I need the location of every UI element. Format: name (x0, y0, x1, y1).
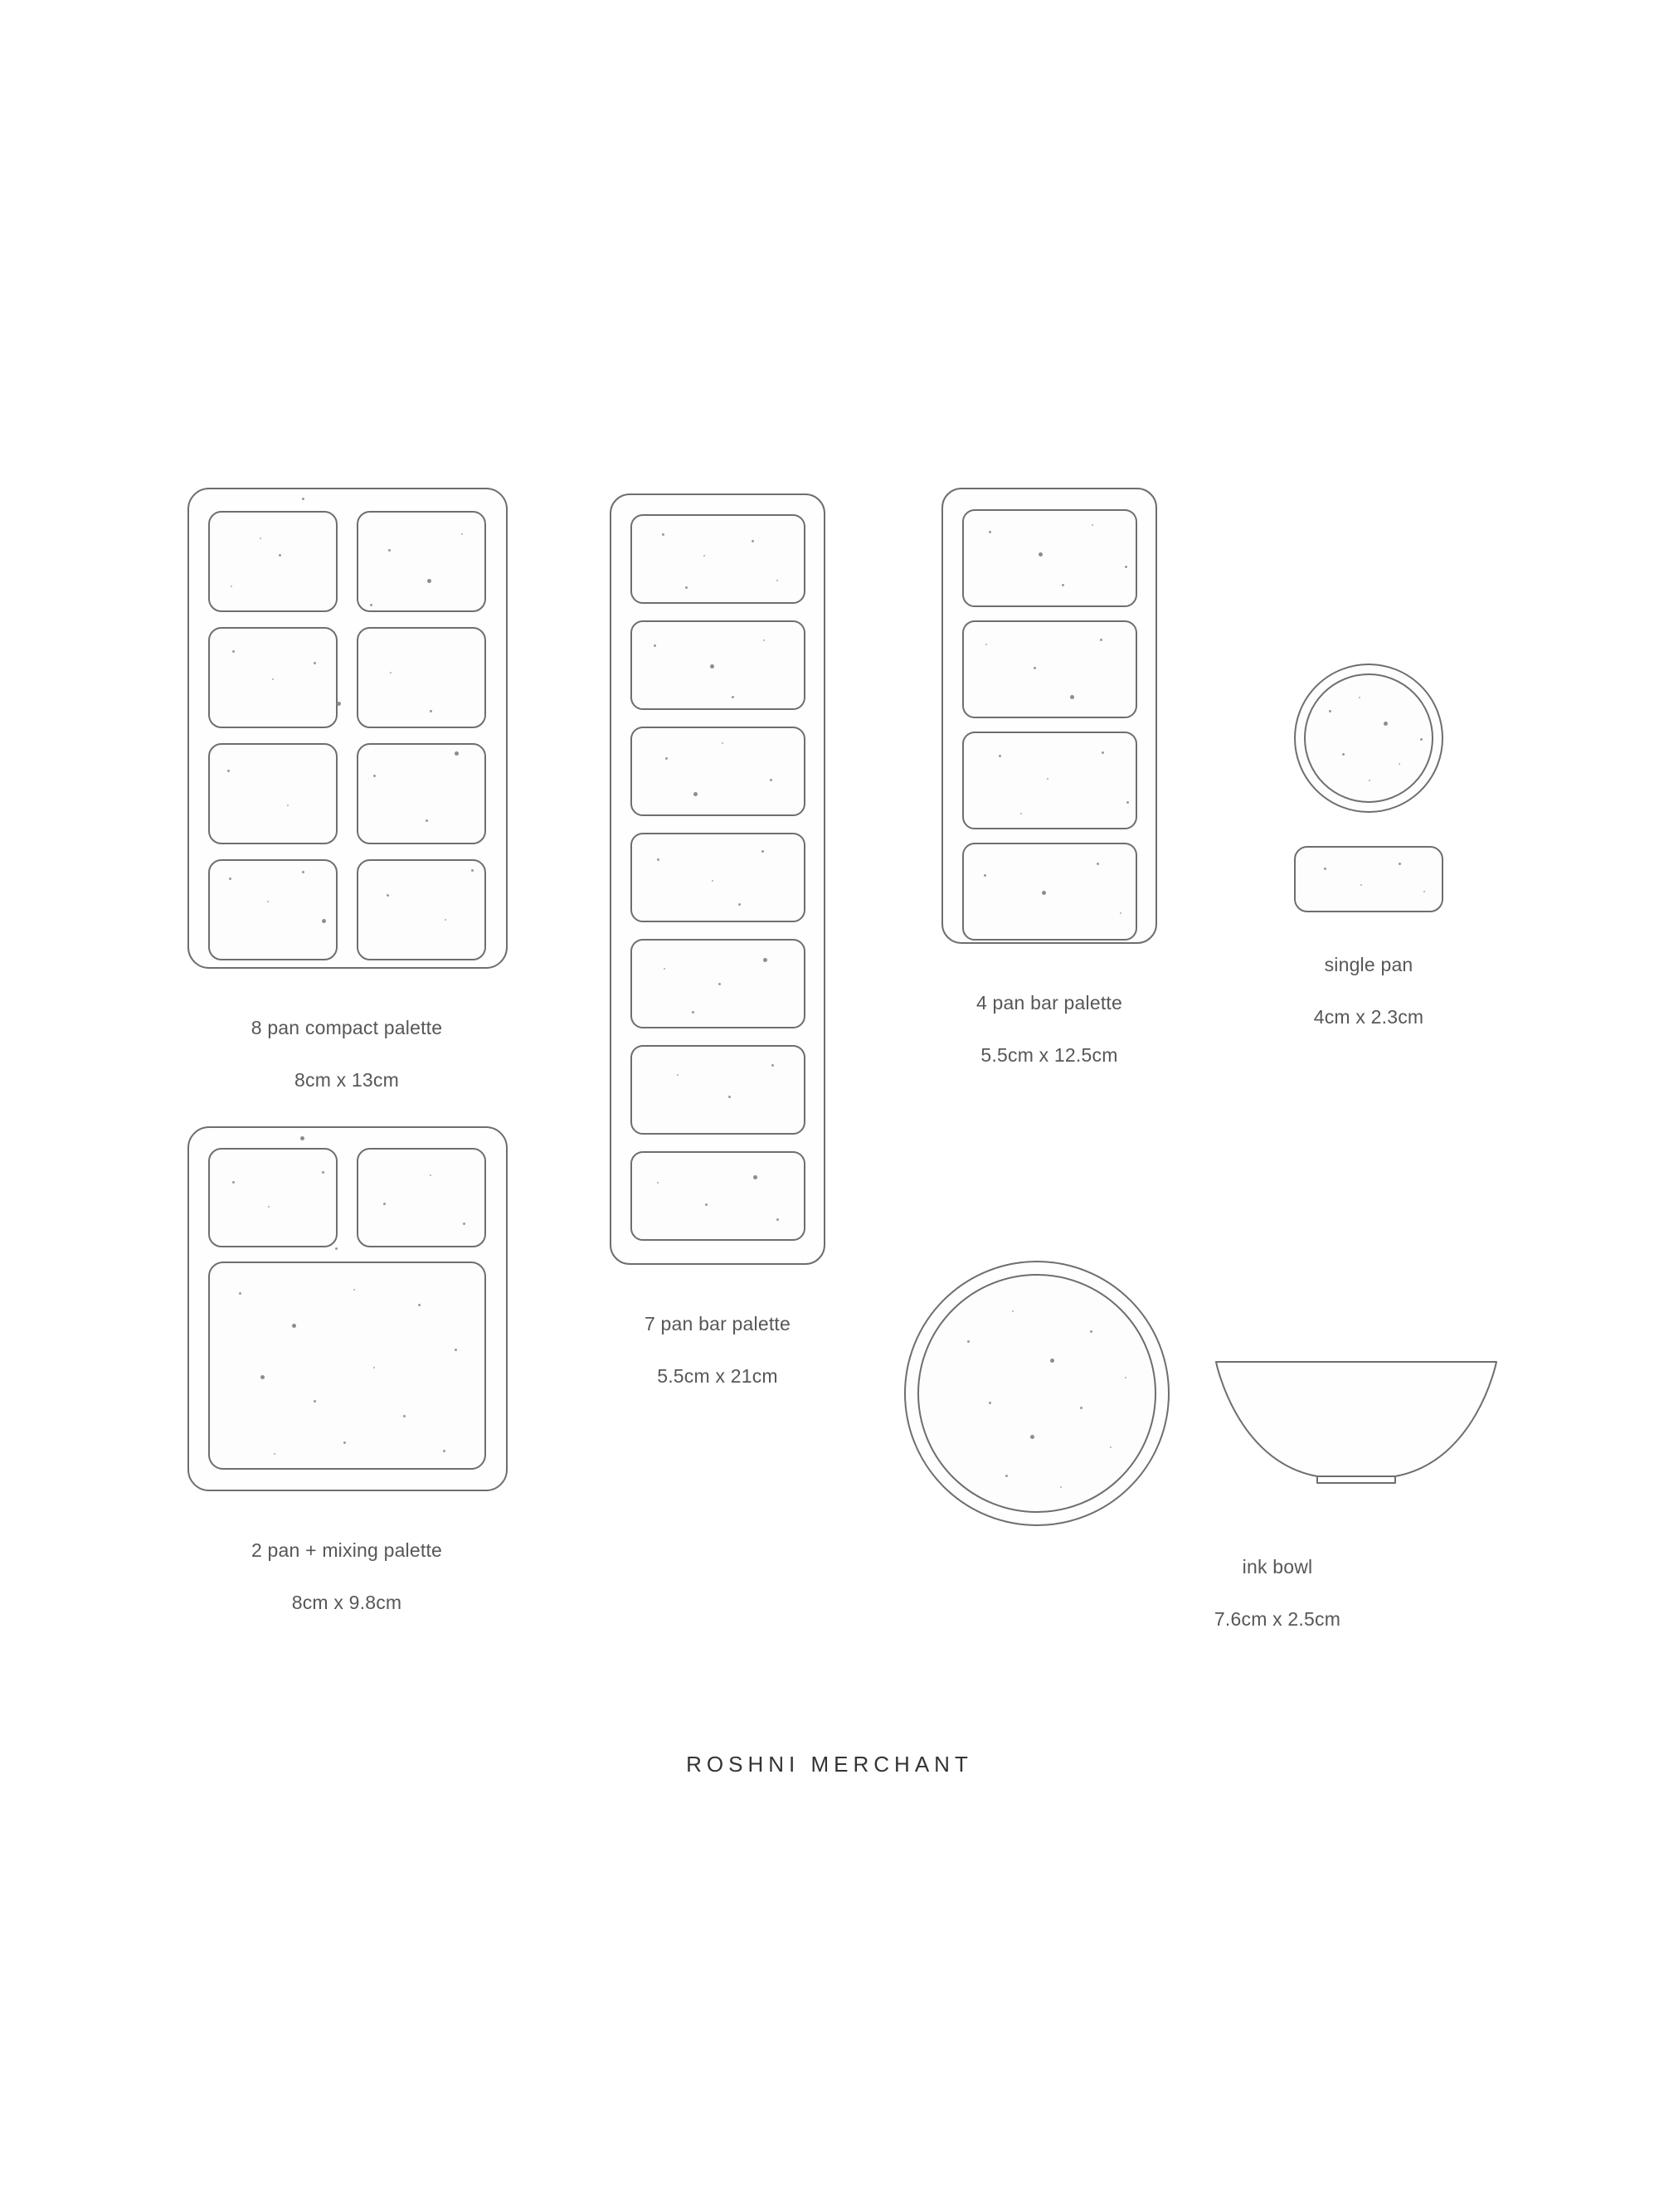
speckle (1020, 813, 1022, 814)
product-name: 8 pan compact palette (251, 1016, 443, 1038)
speckle (732, 696, 734, 698)
speckle (455, 751, 459, 756)
speckle (279, 554, 281, 557)
pan (208, 627, 338, 728)
speckle (967, 1340, 970, 1343)
product-name: 7 pan bar palette (644, 1312, 791, 1334)
speckle (1080, 1407, 1082, 1409)
speckle (685, 586, 688, 589)
speckle (665, 757, 668, 760)
ink-bowl-drawing (888, 1261, 1501, 1510)
speckle (373, 775, 376, 777)
pan (962, 620, 1137, 718)
speckle (1047, 778, 1048, 780)
product-4-pan-bar-palette (937, 488, 1161, 1096)
product-dimensions: 7.6cm x 2.5cm (1214, 1608, 1341, 1631)
speckle (300, 1136, 304, 1140)
speckle (763, 639, 765, 641)
speckle (705, 1203, 708, 1206)
product-8-pan-compact-palette (181, 488, 513, 1121)
product-name: 2 pan + mixing palette (251, 1539, 443, 1561)
speckle (1399, 763, 1400, 765)
product-7-pan-bar-palette (606, 493, 830, 1417)
product-caption (606, 1285, 830, 1417)
speckle (387, 894, 389, 897)
product-dimensions: 8cm x 13cm (294, 1069, 399, 1091)
pan (357, 511, 486, 612)
speckle (1126, 801, 1129, 804)
speckle (722, 742, 723, 744)
speckle (1100, 639, 1102, 641)
speckle (753, 1175, 757, 1179)
speckle (335, 1247, 338, 1250)
single-pan-top-view-inner (1304, 673, 1433, 803)
speckle (1384, 722, 1388, 726)
speckle (1060, 1486, 1062, 1488)
speckle (989, 1402, 991, 1404)
speckle (430, 1174, 431, 1176)
product-name: single pan (1324, 953, 1413, 975)
speckle (776, 1218, 779, 1221)
speckle (718, 983, 721, 985)
product-name: 4 pan bar palette (975, 991, 1123, 1014)
product-caption (181, 1511, 513, 1643)
speckle (427, 579, 431, 583)
speckle (984, 874, 986, 877)
pan (208, 743, 338, 844)
4-pan-bar-palette-drawing (937, 488, 1161, 944)
speckle (1360, 884, 1362, 886)
pan (630, 833, 805, 922)
pan (208, 859, 338, 960)
speckle (232, 650, 235, 653)
product-dimensions: 4cm x 2.3cm (1313, 1006, 1424, 1028)
mixing-area (208, 1262, 486, 1470)
speckle (232, 1181, 235, 1184)
speckle (1090, 1330, 1092, 1333)
speckle (403, 1415, 406, 1417)
product-caption (937, 964, 1161, 1096)
pan (630, 1151, 805, 1241)
speckle (693, 792, 698, 796)
7-pan-bar-palette-drawing (606, 493, 830, 1265)
speckle (1092, 524, 1093, 526)
speckle (443, 1450, 445, 1452)
pan (962, 509, 1137, 607)
speckle (1042, 891, 1046, 895)
speckle (1342, 753, 1345, 756)
product-single-pan (1236, 664, 1501, 1057)
speckle (1110, 1446, 1112, 1448)
pan (630, 620, 805, 710)
speckle (1369, 780, 1370, 781)
pan (630, 727, 805, 816)
speckle (353, 1289, 355, 1291)
product-caption (181, 989, 513, 1121)
speckle (343, 1441, 346, 1444)
speckle (712, 880, 713, 882)
speckle (1120, 912, 1121, 914)
speckle (989, 531, 991, 533)
speckle (322, 1171, 324, 1174)
speckle (287, 805, 289, 806)
single-pan-drawing (1236, 664, 1501, 946)
speckle (1012, 1310, 1014, 1312)
speckle (267, 901, 269, 902)
speckle (302, 871, 304, 873)
speckle (430, 710, 432, 712)
pan (962, 732, 1137, 829)
speckle (677, 1074, 679, 1076)
speckle (1062, 584, 1064, 586)
speckle (322, 919, 326, 923)
speckle (1324, 868, 1326, 870)
8-pan-compact-palette-drawing (181, 488, 513, 969)
speckle (1359, 697, 1360, 698)
pan (962, 843, 1137, 941)
speckle (692, 1011, 694, 1014)
single-pan-side-view-outline (1294, 846, 1443, 912)
speckle (985, 644, 987, 645)
speckle (1102, 751, 1104, 754)
speckle (1125, 1377, 1126, 1378)
ink-bowl-top-view-inner (917, 1274, 1156, 1513)
brand-footer: ROSHNI MERCHANT (686, 1752, 973, 1777)
speckle (1329, 710, 1331, 712)
product-2-pan-mixing-palette (181, 1126, 513, 1643)
speckle (426, 819, 428, 822)
speckle (314, 1400, 316, 1403)
speckle (1070, 695, 1074, 699)
speckle (1399, 863, 1401, 865)
speckle (274, 1453, 275, 1455)
speckle (1039, 552, 1043, 557)
speckle (390, 672, 392, 673)
speckle (738, 903, 741, 906)
speckle (260, 537, 261, 539)
speckle (776, 580, 778, 581)
speckle (471, 869, 474, 872)
product-name: ink bowl (1242, 1555, 1313, 1578)
speckle (771, 1064, 774, 1067)
speckle (770, 779, 772, 781)
speckle (231, 586, 232, 587)
speckle (445, 919, 446, 921)
speckle (268, 1206, 270, 1208)
speckle (999, 755, 1001, 757)
speckle (302, 498, 304, 500)
product-dimensions: 5.5cm x 12.5cm (980, 1044, 1118, 1067)
speckle (763, 958, 767, 962)
speckle (272, 678, 274, 680)
speckle (664, 968, 665, 970)
speckle (752, 540, 754, 542)
speckle (703, 555, 705, 557)
speckle (1125, 566, 1127, 568)
pan (630, 514, 805, 604)
speckle (455, 1349, 457, 1351)
speckle (761, 850, 764, 853)
product-caption (1053, 1528, 1501, 1660)
speckle (1097, 863, 1099, 865)
speckle (337, 702, 341, 706)
speckle (383, 1203, 386, 1205)
speckle (229, 878, 231, 880)
speckle (388, 549, 391, 552)
speckle (728, 1096, 731, 1098)
speckle (657, 858, 659, 861)
speckle (1030, 1435, 1034, 1439)
speckle (657, 1182, 659, 1184)
product-dimensions: 5.5cm x 21cm (657, 1365, 778, 1388)
pan (357, 743, 486, 844)
speckle (260, 1375, 265, 1379)
product-ink-bowl (888, 1261, 1501, 1660)
pan (630, 1045, 805, 1135)
speckle (1420, 738, 1423, 741)
speckle (370, 604, 372, 606)
speckle (373, 1367, 375, 1369)
ink-bowl-side-view (1211, 1355, 1501, 1488)
pan (357, 627, 486, 728)
speckle (463, 1223, 465, 1225)
speckle (662, 533, 664, 536)
speckle (710, 664, 714, 668)
speckle (418, 1304, 421, 1306)
speckle (1050, 1359, 1054, 1363)
speckle (292, 1324, 296, 1328)
product-dimensions: 8cm x 9.8cm (291, 1592, 402, 1614)
speckle (1423, 891, 1425, 892)
speckle (461, 533, 463, 535)
speckle (1034, 667, 1036, 669)
pan (357, 1148, 486, 1247)
speckle (314, 662, 316, 664)
speckle (227, 770, 230, 772)
speckle (654, 644, 656, 647)
speckle (1005, 1475, 1008, 1477)
pan (208, 511, 338, 612)
pan (357, 859, 486, 960)
2-pan-mixing-palette-drawing (181, 1126, 513, 1491)
pan (208, 1148, 338, 1247)
speckle (239, 1292, 241, 1295)
